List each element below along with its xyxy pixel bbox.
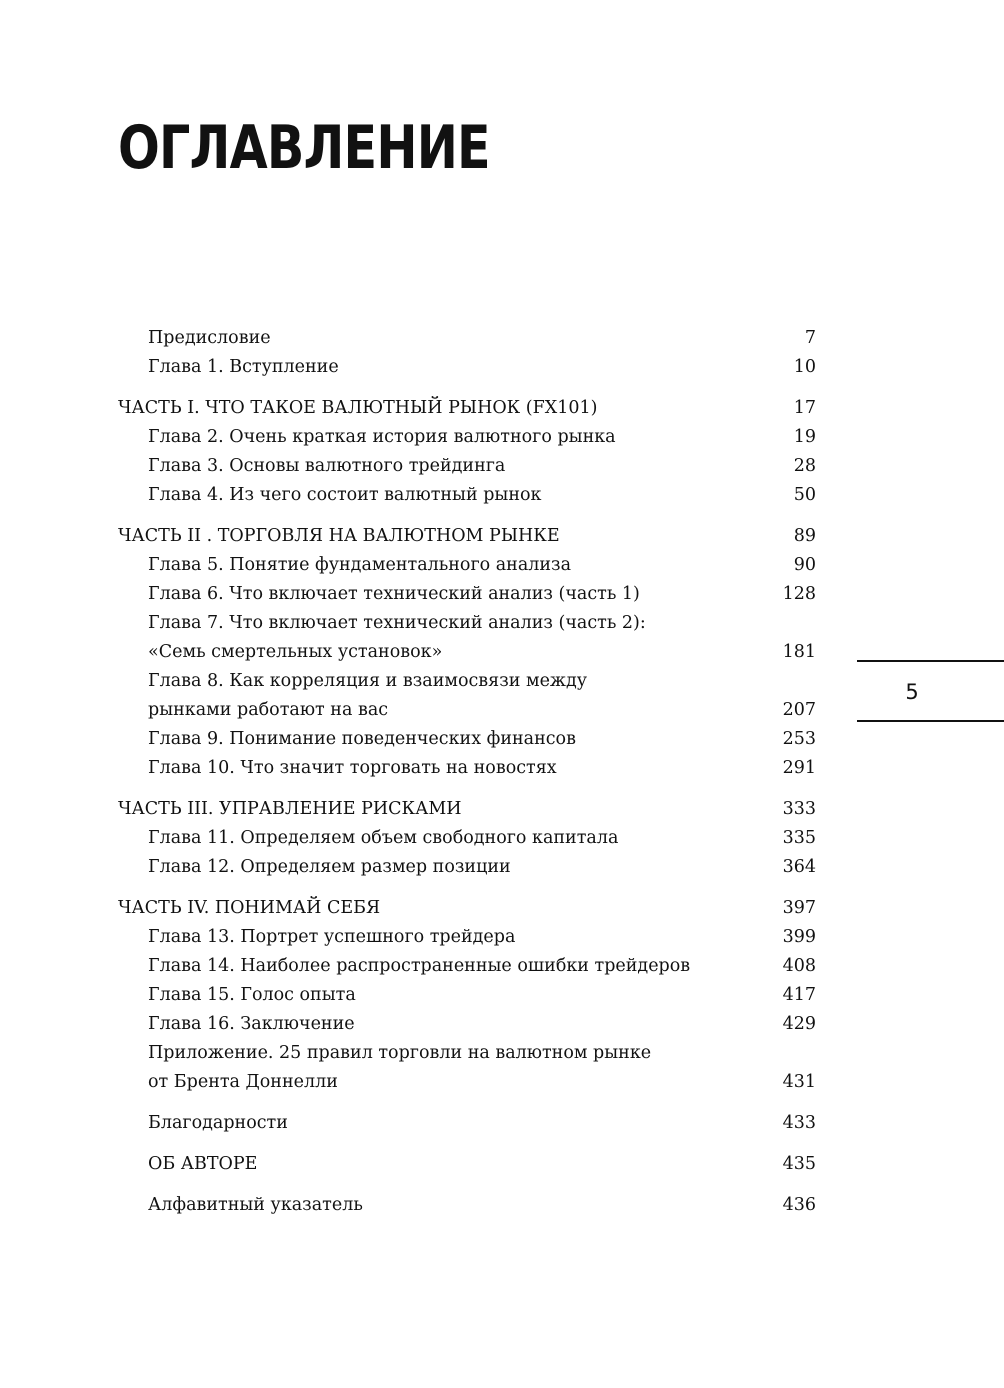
toc-entry-title: Глава 5. Понятие фундаментального анализа	[148, 555, 572, 575]
toc-entry	[118, 1191, 816, 1220]
toc-entry	[118, 923, 816, 952]
toc-entry-title: Глава 1. Вступление	[148, 357, 339, 377]
toc-entry-page: 28	[793, 456, 816, 476]
toc-entry-title: Глава 12. Определяем размер позиции	[148, 857, 511, 877]
toc-entry-page: 399	[782, 927, 816, 947]
toc-entry-title: ЧАСТЬ IV. ПОНИМАЙ СЕБЯ	[118, 898, 381, 918]
toc-entry-title: Глава 4. Из чего состоит валютный рынок	[148, 485, 542, 505]
toc-entry	[118, 824, 816, 853]
toc-entry-page: 417	[782, 985, 816, 1005]
toc-entry	[118, 754, 816, 783]
toc-entry-page: 19	[793, 427, 816, 447]
toc-entry-title: Глава 15. Голос опыта	[148, 985, 356, 1005]
toc-entry	[118, 423, 816, 452]
toc-entry	[118, 981, 816, 1010]
toc-entry-page: 408	[782, 956, 816, 976]
toc-entry-title: Глава 7. Что включает технический анализ (часть 2):	[148, 613, 646, 633]
toc-entry	[118, 580, 816, 609]
toc-entry-page: 253	[782, 729, 816, 749]
toc-entry-title: ЧАСТЬ III. УПРАВЛЕНИЕ РИСКАМИ	[118, 799, 462, 819]
toc-entry	[118, 1068, 816, 1097]
toc-entry-title: Глава 10. Что значит торговать на новостях	[148, 758, 557, 778]
toc-entry-title: Глава 11. Определяем объем свободного капитала	[148, 828, 619, 848]
toc-entry	[118, 452, 816, 481]
toc-entry-page: 17	[793, 398, 816, 418]
toc-entry-page: 89	[793, 526, 816, 546]
toc-entry	[118, 609, 816, 638]
toc-entry-title: ОБ АВТОРЕ	[148, 1154, 258, 1174]
toc-entry	[118, 1109, 816, 1138]
toc-entry-title: Предисловие	[148, 328, 271, 348]
toc-part-entry	[118, 522, 816, 551]
toc-entry-title: Глава 2. Очень краткая история валютного рынка	[148, 427, 616, 447]
toc-entry-title: Глава 13. Портрет успешного трейдера	[148, 927, 516, 947]
toc-entry-page: 291	[782, 758, 816, 778]
toc-entry	[118, 638, 816, 667]
toc-entry-title: от Брента Доннелли	[148, 1072, 338, 1092]
toc-entry-page: 436	[782, 1195, 816, 1215]
table-of-contents	[118, 324, 816, 1220]
toc-part-entry	[118, 795, 816, 824]
toc-entry-page: 431	[782, 1072, 816, 1092]
page-title: ОГЛАВЛЕНИЕ	[118, 113, 490, 183]
toc-entry-title: Глава 3. Основы валютного трейдинга	[148, 456, 506, 476]
toc-entry	[118, 1010, 816, 1039]
toc-entry-title: Благодарности	[148, 1113, 288, 1133]
toc-entry-page: 207	[782, 700, 816, 720]
toc-entry-title: рынками работают на вас	[148, 700, 389, 720]
toc-part-entry	[118, 394, 816, 423]
toc-entry	[118, 551, 816, 580]
toc-entry-page: 335	[782, 828, 816, 848]
toc-entry-page: 435	[782, 1154, 816, 1174]
toc-entry-page: 10	[793, 357, 816, 377]
toc-entry-title: Глава 9. Понимание поведенческих финансов	[148, 729, 576, 749]
toc-entry-page: 50	[793, 485, 816, 505]
toc-entry-title: «Семь смертельных установок»	[148, 642, 443, 662]
page-tab-bottom-rule	[857, 720, 1004, 722]
toc-entry-title: ЧАСТЬ II . ТОРГОВЛЯ НА ВАЛЮТНОМ РЫНКЕ	[118, 526, 560, 546]
toc-entry	[118, 952, 816, 981]
toc-entry-page: 333	[782, 799, 816, 819]
page-number: 5	[905, 680, 919, 704]
toc-entry	[118, 324, 816, 353]
toc-entry	[118, 696, 816, 725]
toc-entry-page: 364	[782, 857, 816, 877]
toc-entry-page: 7	[804, 328, 816, 348]
toc-entry-title: Глава 14. Наиболее распространенные ошибки трейдеров	[148, 956, 691, 976]
toc-entry	[118, 667, 816, 696]
toc-entry-title: Глава 16. Заключение	[148, 1014, 355, 1034]
toc-entry	[118, 481, 816, 510]
toc-entry-title: ЧАСТЬ I. ЧТО ТАКОЕ ВАЛЮТНЫЙ РЫНОК (FX101)	[118, 398, 598, 418]
toc-entry-page: 128	[782, 584, 816, 604]
toc-entry	[118, 725, 816, 754]
toc-entry-page: 90	[793, 555, 816, 575]
toc-entry	[118, 1039, 816, 1068]
toc-entry	[118, 1150, 816, 1179]
toc-entry-page: 397	[782, 898, 816, 918]
toc-entry-page: 429	[782, 1014, 816, 1034]
toc-entry-title: Глава 8. Как корреляция и взаимосвязи между	[148, 671, 588, 691]
page-tab-top-rule	[857, 660, 1004, 662]
toc-entry-title: Приложение. 25 правил торговли на валютном рынке	[148, 1043, 652, 1063]
toc-entry-page: 181	[782, 642, 816, 662]
toc-entry-title: Глава 6. Что включает технический анализ (часть 1)	[148, 584, 640, 604]
toc-entry-page: 433	[782, 1113, 816, 1133]
toc-entry-title: Алфавитный указатель	[148, 1195, 363, 1215]
toc-entry	[118, 353, 816, 382]
toc-entry	[118, 853, 816, 882]
toc-part-entry	[118, 894, 816, 923]
